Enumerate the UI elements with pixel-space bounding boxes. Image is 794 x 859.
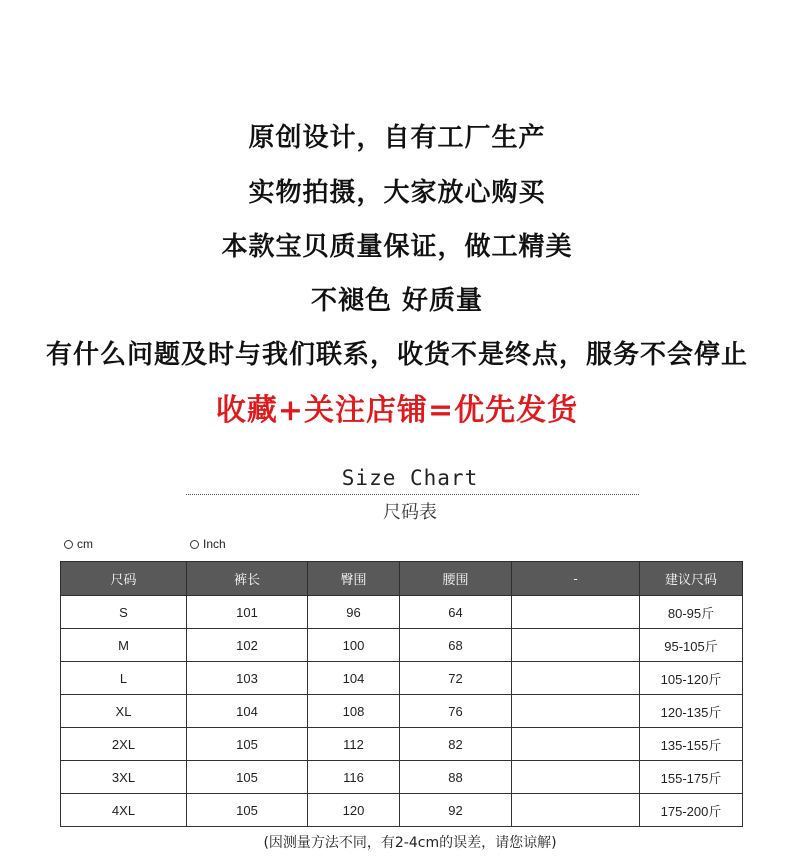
- cell-pants-length: 105: [187, 728, 308, 761]
- table-row: [61, 695, 743, 728]
- cell-recommended: 95-105斤: [640, 629, 743, 662]
- cell-size: S: [61, 596, 187, 629]
- header-pants-length: 裤长: [187, 562, 308, 596]
- table-row: [61, 728, 743, 761]
- cell-pants-length: 102: [187, 629, 308, 662]
- cell-size: 3XL: [61, 761, 187, 794]
- cell-recommended: 120-135斤: [640, 695, 743, 728]
- cell-pants-length: 103: [187, 662, 308, 695]
- promo-line-real-photos: 实物拍摄，大家放心购买: [248, 178, 546, 208]
- cell-size: 4XL: [61, 794, 187, 827]
- cell-hip: 120: [308, 794, 400, 827]
- cell-size: M: [61, 629, 187, 662]
- table-row: [61, 761, 743, 794]
- cell-size: 2XL: [61, 728, 187, 761]
- cell-hip: 112: [308, 728, 400, 761]
- cell-empty: [512, 596, 640, 629]
- cell-size: L: [61, 662, 187, 695]
- table-row: [61, 794, 743, 827]
- size-table: [60, 561, 743, 827]
- radio-circle-icon: [64, 540, 73, 549]
- promo-line-original-design: 原创设计，自有工厂生产: [248, 123, 546, 153]
- cell-hip: 108: [308, 695, 400, 728]
- cell-waist: 72: [400, 662, 512, 695]
- cell-empty: [512, 695, 640, 728]
- cell-pants-length: 105: [187, 761, 308, 794]
- measurement-note: (因测量方法不同，有2-4cm的误差，请您谅解): [263, 835, 557, 851]
- cell-empty: [512, 629, 640, 662]
- size-chart-title: Size Chart: [341, 466, 479, 490]
- cell-waist: 68: [400, 629, 512, 662]
- cell-empty: [512, 761, 640, 794]
- promo-line-quality-guarantee: 本款宝贝质量保证，做工精美: [221, 232, 573, 262]
- header-waist: 腰围: [400, 562, 512, 596]
- cell-recommended: 105-120斤: [640, 662, 743, 695]
- cell-pants-length: 101: [187, 596, 308, 629]
- cell-recommended: 135-155斤: [640, 728, 743, 761]
- cell-waist: 92: [400, 794, 512, 827]
- cell-pants-length: 104: [187, 695, 308, 728]
- cell-empty: [512, 728, 640, 761]
- cell-recommended: 155-175斤: [640, 761, 743, 794]
- cell-hip: 100: [308, 629, 400, 662]
- header-recommended-size: 建议尺码: [640, 562, 743, 596]
- header-empty: -: [512, 562, 640, 596]
- cell-waist: 82: [400, 728, 512, 761]
- unit-cm-label: cm: [77, 537, 93, 551]
- table-row: [61, 596, 743, 629]
- cell-waist: 64: [400, 596, 512, 629]
- table-header-row: [61, 562, 743, 596]
- cell-hip: 116: [308, 761, 400, 794]
- cell-waist: 88: [400, 761, 512, 794]
- size-chart-subtitle: 尺码表: [383, 502, 437, 523]
- cell-empty: [512, 662, 640, 695]
- unit-inch-label: Inch: [203, 537, 226, 551]
- promo-line-no-fade: 不褪色 好质量: [310, 286, 484, 316]
- promo-highlight: 收藏+关注店铺=优先发货: [215, 393, 579, 428]
- cell-recommended: 80-95斤: [640, 596, 743, 629]
- header-hip: 臀围: [308, 562, 400, 596]
- cell-hip: 96: [308, 596, 400, 629]
- radio-circle-icon: [190, 540, 199, 549]
- table-row: [61, 629, 743, 662]
- cell-hip: 104: [308, 662, 400, 695]
- cell-empty: [512, 794, 640, 827]
- promo-line-contact-service: 有什么问题及时与我们联系，收货不是终点，服务不会停止: [45, 340, 748, 370]
- cell-recommended: 175-200斤: [640, 794, 743, 827]
- unit-cm-option[interactable]: [64, 537, 93, 551]
- cell-waist: 76: [400, 695, 512, 728]
- unit-inch-option[interactable]: [190, 537, 226, 551]
- title-divider: [186, 494, 639, 495]
- header-size: 尺码: [61, 562, 187, 596]
- table-row: [61, 662, 743, 695]
- cell-pants-length: 105: [187, 794, 308, 827]
- cell-size: XL: [61, 695, 187, 728]
